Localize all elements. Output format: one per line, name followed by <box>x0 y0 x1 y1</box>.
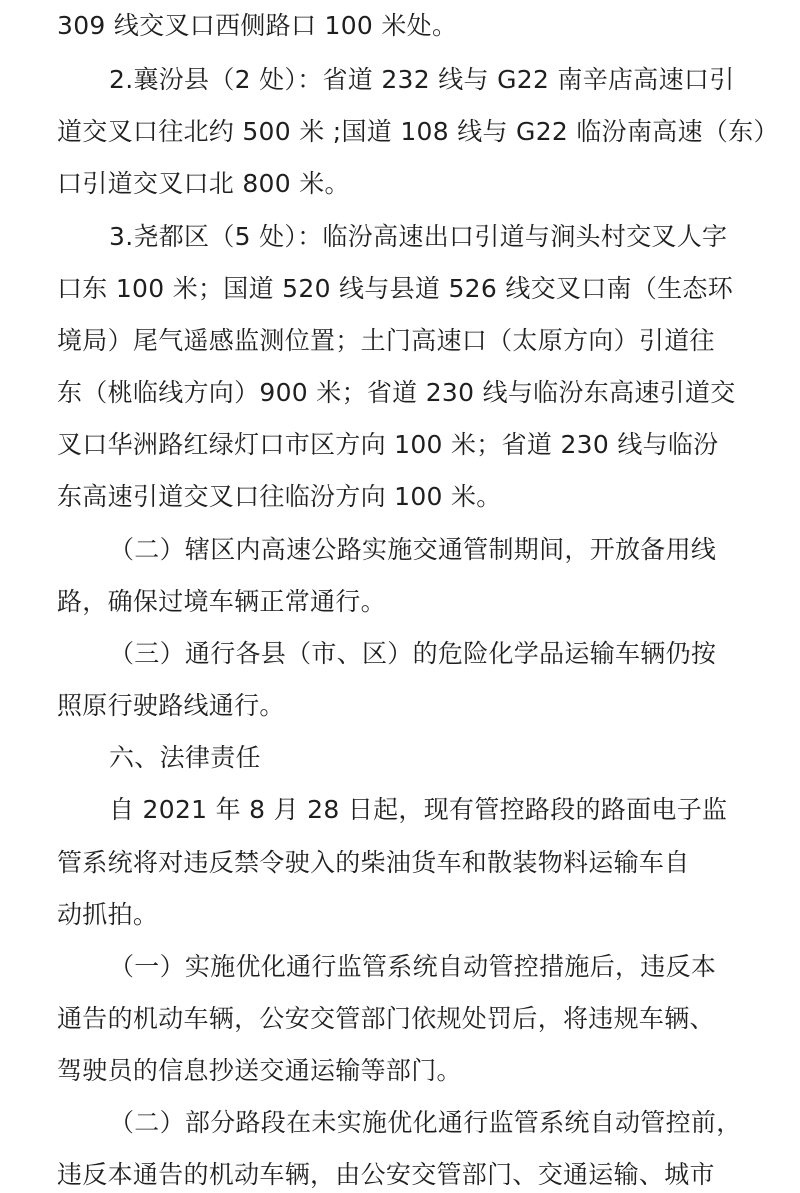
text-line: 2.襄汾县（2 处）：省道 232 线与 G22 南辛店高速口引 <box>109 65 735 94</box>
text-line: （二）部分路段在未实施优化通行监管系统自动管控前， <box>109 1108 742 1137</box>
text-line: 违反本通告的机动车辆，由公安交管部门、交通运输、城市 <box>57 1160 715 1189</box>
text-line: （二）辖区内高速公路实施交通管制期间，开放备用线 <box>109 535 717 564</box>
text-line: 自 2021 年 8 月 28 日起，现有管控路段的路面电子监 <box>109 795 728 824</box>
text-line: 照原行驶路线通行。 <box>57 691 285 720</box>
section-heading: 六、法律责任 <box>109 743 261 772</box>
text-line: （一）实施优化通行监管系统自动管控措施后，违反本 <box>109 952 717 981</box>
text-line: 道交叉口往北约 500 米 ;国道 108 线与 G22 临汾南高速（东） <box>57 117 779 146</box>
text-line: 东（桃临线方向）900 米；省道 230 线与临汾东高速引道交 <box>57 378 736 407</box>
text-line: 309 线交叉口西侧路口 100 米处。 <box>57 11 458 40</box>
text-line: 路，确保过境车辆正常通行。 <box>57 587 386 616</box>
text-line: 通告的机动车辆，公安交管部门依规处罚后，将违规车辆、 <box>57 1004 715 1033</box>
text-line: 口引道交叉口北 800 米。 <box>57 169 350 198</box>
text-line: 驾驶员的信息抄送交通运输等部门。 <box>57 1056 462 1085</box>
text-line: 境局）尾气遥感监测位置；土门高速口（太原方向）引道往 <box>57 326 715 355</box>
text-line: 叉口华洲路红绿灯口市区方向 100 米；省道 230 线与临汾 <box>57 430 719 459</box>
text-line: （三）通行各县（市、区）的危险化学品运输车辆仍按 <box>109 639 717 668</box>
text-line: 东高速引道交叉口往临汾方向 100 米。 <box>57 482 502 511</box>
text-line: 口东 100 米；国道 520 线与县道 526 线交叉口南（生态环 <box>57 274 734 303</box>
text-line: 管系统将对违反禁令驶入的柴油货车和散装物料运输车自 <box>57 848 690 877</box>
text-line: 动抓拍。 <box>57 900 159 929</box>
text-line: 3.尧都区（5 处）：临汾高速出口引道与涧头村交叉人字 <box>109 222 728 251</box>
